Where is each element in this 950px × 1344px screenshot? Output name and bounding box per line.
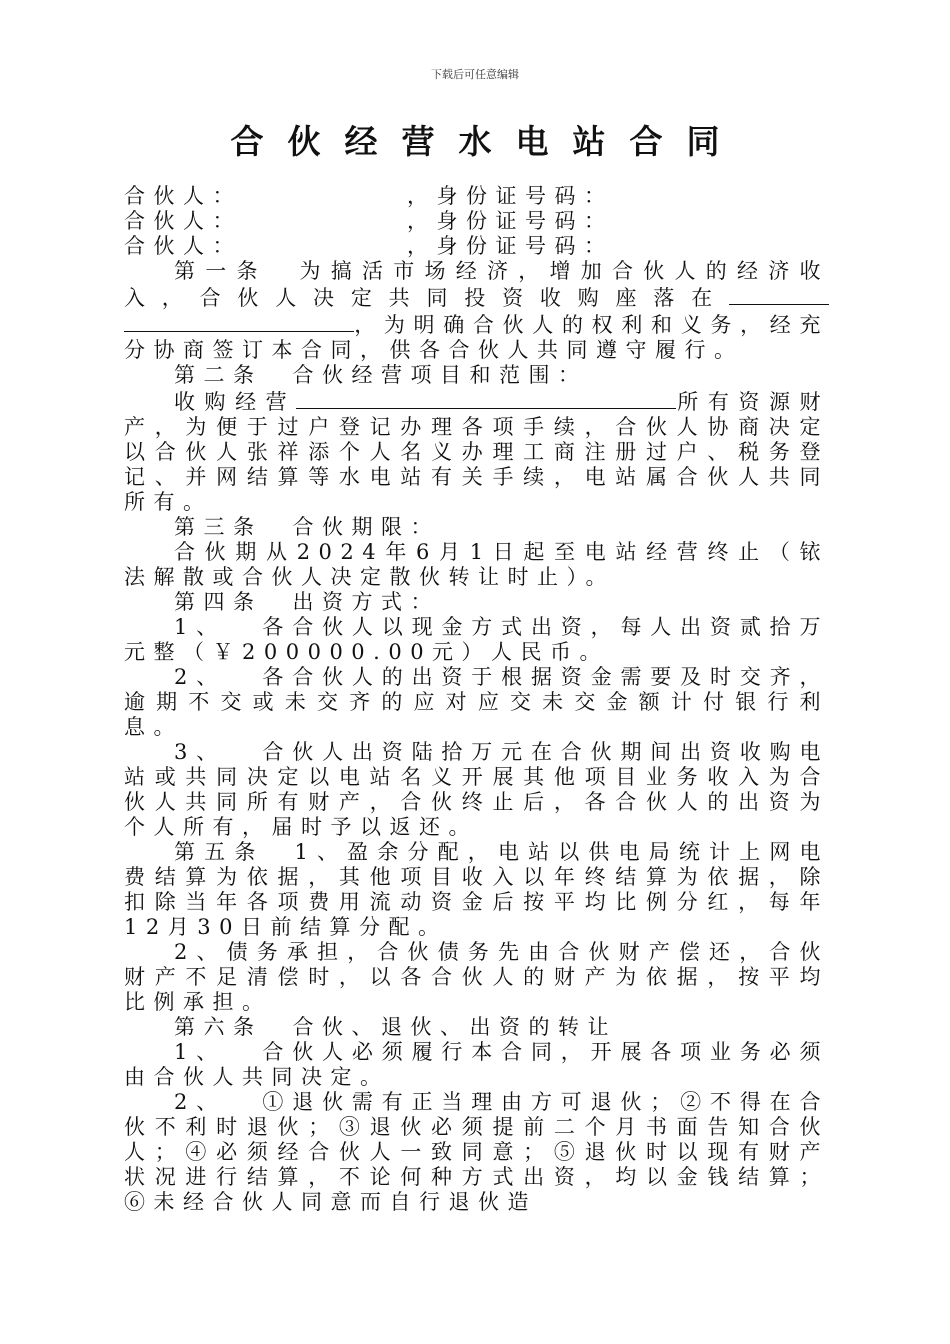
contract-body (124, 184, 829, 1215)
article-1-heading: 第一条 (174, 259, 268, 283)
article-5-item-2: 2、债务承担，合伙债务先由合伙财产偿还，合伙财产不足清偿时，以各合伙人的财产为依据，按平均比例承担。 (124, 940, 829, 1014)
article-2-text-b: 所有资源财产，为便于过户登记办理各项手续，合伙人协商决定以合伙人张祥添个人名义办理工商注册过户、税务登记、并网结算等水电站有关手续，电站属合伙人共同所有。 (124, 390, 830, 514)
article-2-heading-line (124, 363, 829, 388)
article-6-title: 合伙、退伙、出资的转让 (292, 1015, 617, 1039)
article-3-heading: 第三条 (174, 515, 263, 539)
article-4-heading-line (124, 590, 829, 615)
item-text: 各合伙人以现金方式出资，每人出资贰拾万元整（￥200000.00元）人民币。 (124, 615, 829, 664)
article-3-body: 合伙期从2024年6月1日起至电站经营终止（铱法解散或合伙人决定散伙转让时止）。 (124, 540, 829, 589)
article-4-heading: 第四条 (174, 590, 263, 614)
article-5 (124, 840, 829, 940)
article-4-item-1 (124, 615, 829, 665)
partner-line-3 (124, 234, 829, 259)
item-text: 各合伙人的出资于根据资金需要及时交齐，逾期不交或未交齐的应对应交未交金额计付银行利息。 (124, 665, 829, 739)
article-5-heading: 第五条 (174, 840, 265, 864)
item-text: 合伙人出资陆拾万元在合伙期间出资收购电站或共同决定以电站名义开展其他项目业务收入为合伙人共同所有财产，合伙终止后，各合伙人的出资为个人所有，届时予以返还。 (124, 740, 829, 839)
header-note: 下载后可任意编辑 (431, 68, 519, 81)
partner-line-2 (124, 209, 829, 234)
article-3-title: 合伙期限： (292, 515, 440, 539)
item-number: 1、 (174, 615, 227, 639)
item-number: 3、 (174, 740, 227, 764)
document-title: 合伙经营水电站合同 (230, 122, 744, 161)
partner-line-1 (124, 184, 829, 209)
article-5-item-1: 1、盈余分配，电站以供电局统计上网电费结算为依据，其他项目收入以年终结算为依据，除扣除当年各项费用流动资金后按平均比例分红，每年12月30日前结算分配。 (124, 840, 830, 939)
article-1 (124, 259, 829, 363)
id-number-label: ，身份证号码： (407, 234, 614, 258)
article-6-heading-line (124, 1015, 829, 1040)
item-text: 合伙人必须履行本合同，开展各项业务必须由合伙人共同决定。 (124, 1040, 829, 1089)
partner-label: 合伙人： (124, 209, 242, 233)
item-text: ①退伙需有正当理由方可退伙；②不得在合伙不利时退伙；③退伙必须提前二个月书面告知合伙人；④必须经合伙人一致同意；⑤退伙时以现有财产状况进行结算，不论何种方式出资，均以金钱结算；⑥未经合伙人同意而自行退伙造 (124, 1090, 829, 1214)
article-2-title: 合伙经营项目和范围： (292, 363, 588, 387)
location-blank-cont (124, 311, 354, 332)
location-blank (729, 284, 829, 305)
article-6-item-1 (124, 1040, 829, 1090)
article-4-item-2 (124, 665, 829, 740)
item-number: 1、 (174, 1040, 227, 1064)
id-number-label: ，身份证号码： (407, 184, 614, 208)
article-4-title: 出资方式： (292, 590, 440, 614)
id-number-label: ，身份证号码： (407, 209, 614, 233)
article-4-item-3 (124, 740, 829, 840)
article-2-body (124, 388, 829, 515)
partner-label: 合伙人： (124, 234, 242, 258)
article-6-item-2 (124, 1090, 829, 1215)
item-number: 2、 (174, 665, 227, 689)
article-1-text-a: 为搞活市场经济，增加合伙人的经济收入，合伙人决定共同投资收购座落在 (124, 259, 829, 310)
partner-label: 合伙人： (124, 184, 242, 208)
asset-blank (296, 388, 676, 409)
article-3-heading-line (124, 515, 829, 540)
article-6-heading: 第六条 (174, 1015, 263, 1039)
article-2-text-a: 收购经营 (174, 390, 297, 414)
article-2-heading: 第二条 (174, 363, 263, 387)
article-1-text-b: ，为明确合伙人的权利和义务，经充分协商签订本合同，供各合伙人共同遵守履行。 (124, 313, 829, 362)
item-number: 2、 (174, 1090, 227, 1114)
